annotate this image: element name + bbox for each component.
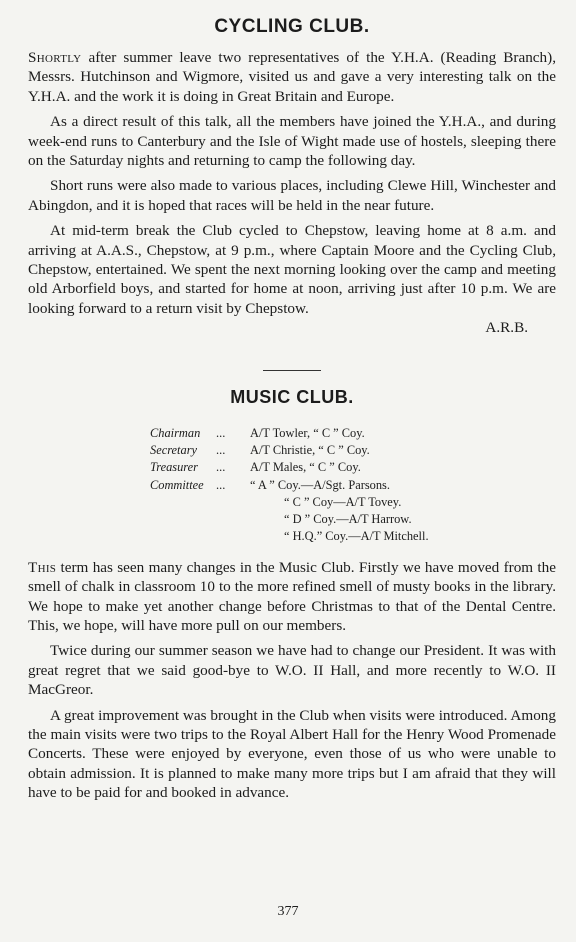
officer-row-secretary <box>150 442 556 459</box>
officers-list <box>150 425 556 546</box>
cycling-paragraph-1 <box>28 48 556 106</box>
officer-row-treasurer <box>150 459 556 476</box>
officer-title: Secretary <box>150 442 198 457</box>
officer-dots: ... <box>216 425 226 440</box>
cycling-p1-rest: after summer leave two representatives of the Y.H.A. (Reading Branch), Messrs. Hutchinson and Wigmore, visited us and gave a very interesting talk on the Y.H.A. and the work it is doing in Great Britain and Europe. <box>28 49 556 105</box>
music-paragraph-2: Twice during our summer season we have had to change our President. It was with great regret that we said good-bye to W.O. II Hall, and more recently to W.O. II MacGreor. <box>28 642 556 699</box>
committee-member: “ C ” Coy—A/T Tovey. <box>284 494 402 509</box>
officer-dots: ... <box>216 460 226 475</box>
officer-title: Committee <box>150 477 204 492</box>
officer-name: A/T Towler, “ C ” Coy. <box>250 425 365 440</box>
officer-row-chairman <box>150 425 556 442</box>
page-content <box>28 12 556 803</box>
cycling-paragraph-4: At mid-term break the Club cycled to Chepstow, leaving home at 8 a.m. and arriving at A.A.S., Chepstow, at 9 p.m., where Captain Moore and the Cycling Club, Chepstow, entertained. We spent the next morning looking over the camp and meeting old Arborfield boys, and started for home at noon, arriving just after 10 p.m. We are looking forward to a return visit by Chepstow. <box>28 222 556 317</box>
cycling-paragraph-3: Short runs were also made to various places, including Clewe Hill, Winchester and Abingdon, and it is hoped that races will be held in the near future. <box>28 177 556 214</box>
officer-title: Treasurer <box>150 460 198 475</box>
officer-dots: ... <box>216 477 226 492</box>
music-paragraph-1 <box>28 558 556 636</box>
cycling-signature: A.R.B. <box>485 319 528 337</box>
officer-name: “ A ” Coy.—A/Sgt. Parsons. <box>250 477 390 492</box>
committee-member: “ D ” Coy.—A/T Harrow. <box>284 512 412 527</box>
cycling-p1-first-word: Shortly <box>28 49 82 66</box>
music-club-heading: MUSIC CLUB. <box>230 386 354 407</box>
section-divider <box>263 370 321 371</box>
committee-member: “ H.Q.” Coy.—A/T Mitchell. <box>284 529 429 544</box>
officer-dots: ... <box>216 442 226 457</box>
officer-name: A/T Christie, “ C ” Coy. <box>250 442 370 457</box>
music-p1-rest: term has seen many changes in the Music Club. Firstly we have moved from the smell of chalk in classroom 10 to the more refined smell of musty books in the library. We hope to make yet another change before Christmas to that of the Dental Centre. This, we hope, will have more pull on our members. <box>28 558 556 634</box>
officer-name: A/T Males, “ C ” Coy. <box>250 460 361 475</box>
cycling-club-heading: CYCLING CLUB. <box>214 16 370 37</box>
music-p1-first-word: This <box>28 558 57 576</box>
music-paragraph-3: A great improvement was brought in the Club when visits were introduced. Among the main visits were two trips to the Royal Albert Hall for the Henry Wood Promenade Concerts. These were enjoyed by everyone, even those of us who were unable to obtain admission. It is planned to make many more trips but I am afraid that they will have to be paid for and booked in advance. <box>28 706 556 802</box>
page-number: 377 <box>277 904 299 919</box>
cycling-paragraph-2: As a direct result of this talk, all the members have joined the Y.H.A., and during week-end runs to Canterbury and the Isle of Wight made use of hostels, sleeping there on the Saturday nights and returning to camp the following day. <box>28 113 556 170</box>
officer-title: Chairman <box>150 425 201 440</box>
officer-row-committee <box>150 477 556 494</box>
